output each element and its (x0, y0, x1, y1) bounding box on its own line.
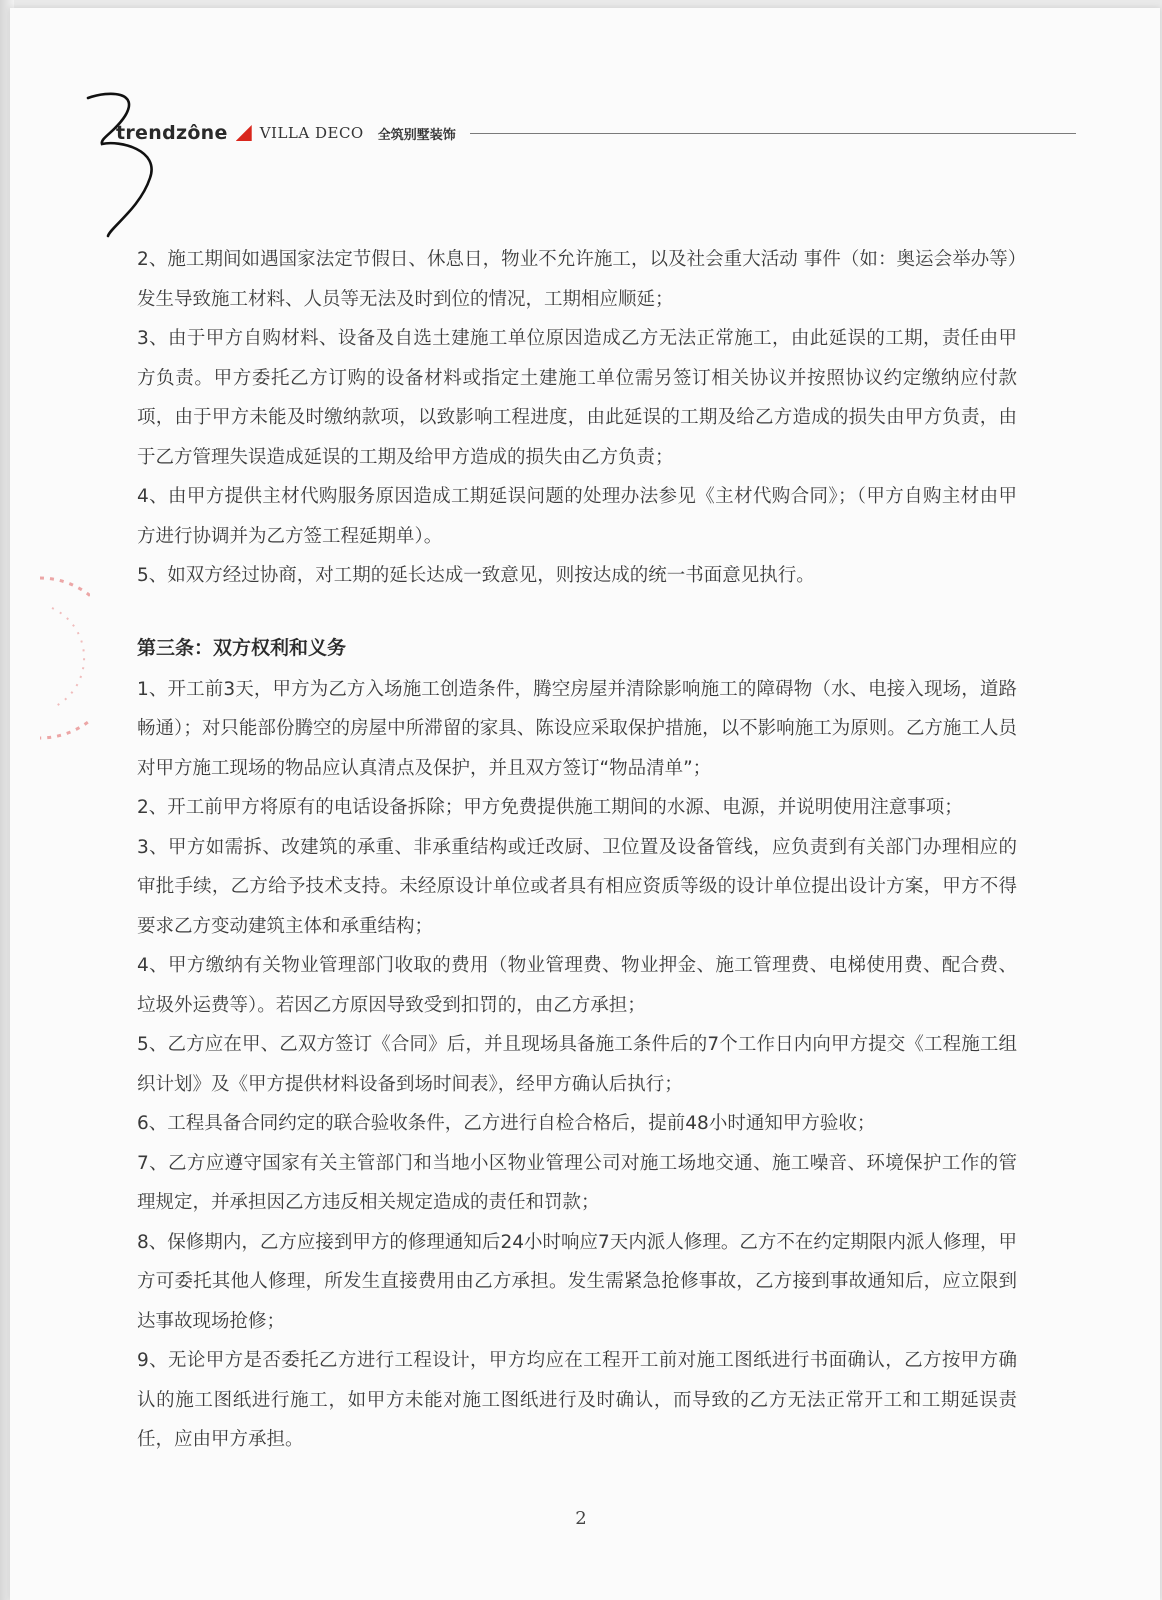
paragraph: 8、保修期内，乙方应接到甲方的修理通知后24小时响应7天内派人修理。乙方不在约定期限内派人修理，甲方可委托其他人修理，所发生直接费用由乙方承担。发生需紧急抢修事故，乙方接到事故通知后，应立限到达事故现场抢修； (137, 1231, 1017, 1332)
paragraph: 3、由于甲方自购材料、设备及自选土建施工单位原因造成乙方无法正常施工，由此延误的工期，责任由甲方负责。甲方委托乙方订购的设备材料或指定土建施工单位需另签订相关协议并按照协议约定缴纳应付款项，由于甲方未能及时缴纳款项，以致影响工程进度，由此延误的工期及给乙方造成的损失由甲方负责，由于乙方管理失误造成延误的工期及给甲方造成的损失由乙方负责； (137, 328, 1017, 468)
paragraph: 7、乙方应遵守国家有关主管部门和当地小区物业管理公司对施工场地交通、施工噪音、环境保护工作的管理规定，并承担因乙方违反相关规定造成的责任和罚款； (137, 1152, 1017, 1213)
paragraph: 4、甲方缴纳有关物业管理部门收取的费用（物业管理费、物业押金、施工管理费、电梯使用费、配合费、垃圾外运费等）。若因乙方原因导致受到扣罚的，由乙方承担； (137, 955, 1017, 1016)
brand-name: trendzône (116, 122, 228, 144)
paragraph: 2、开工前甲方将原有的电话设备拆除；甲方免费提供施工期间的水源、电源，并说明使用注意事项； (137, 797, 963, 818)
brand-logo-icon (236, 125, 252, 141)
paragraph: 9、无论甲方是否委托乙方进行工程设计，甲方均应在工程开工前对施工图纸进行书面确认，乙方按甲方确认的施工图纸进行施工，如甲方未能对施工图纸进行及时确认，而导致的乙方无法正常开工和工期延误责任，应由甲方承担。 (137, 1350, 1017, 1450)
page-number: 2 (575, 1508, 587, 1529)
document-body (137, 240, 1017, 1460)
header-divider (470, 133, 1076, 134)
paragraph: 5、如双方经过协商，对工期的延长达成一致意见，则按达成的统一书面意见执行。 (137, 565, 815, 586)
letterhead (116, 118, 1076, 148)
company-name: 全筑别墅装饰 (377, 127, 456, 143)
sub-brand: VILLA DECO (259, 124, 364, 142)
document-page (10, 8, 1160, 1600)
section-heading: 第三条：双方权利和义务 (137, 636, 347, 659)
paragraph: 5、乙方应在甲、乙双方签订《合同》后，并且现场具备施工条件后的7个工作日内向甲方提交《工程施工组织计划》及《甲方提供材料设备到场时间表》，经甲方确认后执行； (137, 1034, 1017, 1095)
paragraph: 6、工程具备合同约定的联合验收条件，乙方进行自检合格后，提前48小时通知甲方验收； (137, 1113, 876, 1134)
paragraph: 2、施工期间如遇国家法定节假日、休息日，物业不允许施工，以及社会重大活动 事件（如：奥运会举办等）发生导致施工材料、人员等无法及时到位的情况，工期相应顺延； (137, 249, 1017, 310)
paragraph: 3、甲方如需拆、改建筑的承重、非承重结构或迁改厨、卫位置及设备管线，应负责到有关部门办理相应的审批手续，乙方给予技术支持。未经原设计单位或者具有相应资质等级的设计单位提出设计方案，甲方不得要求乙方变动建筑主体和承重结构； (137, 836, 1017, 937)
handwritten-page-mark (80, 88, 180, 248)
red-stamp-remnant (0, 568, 90, 748)
paragraph: 1、开工前3天，甲方为乙方入场施工创造条件，腾空房屋并清除影响施工的障碍物（水、电接入现场，道路畅通）；对只能部份腾空的房屋中所滞留的家具、陈设应采取保护措施，以不影响施工为原则。乙方施工人员对甲方施工现场的物品应认真清点及保护，并且双方签订“物品清单”； (137, 678, 1017, 779)
paragraph: 4、由甲方提供主材代购服务原因造成工期延误问题的处理办法参见《主材代购合同》；（甲方自购主材由甲方进行协调并为乙方签工程延期单）。 (137, 486, 1017, 547)
